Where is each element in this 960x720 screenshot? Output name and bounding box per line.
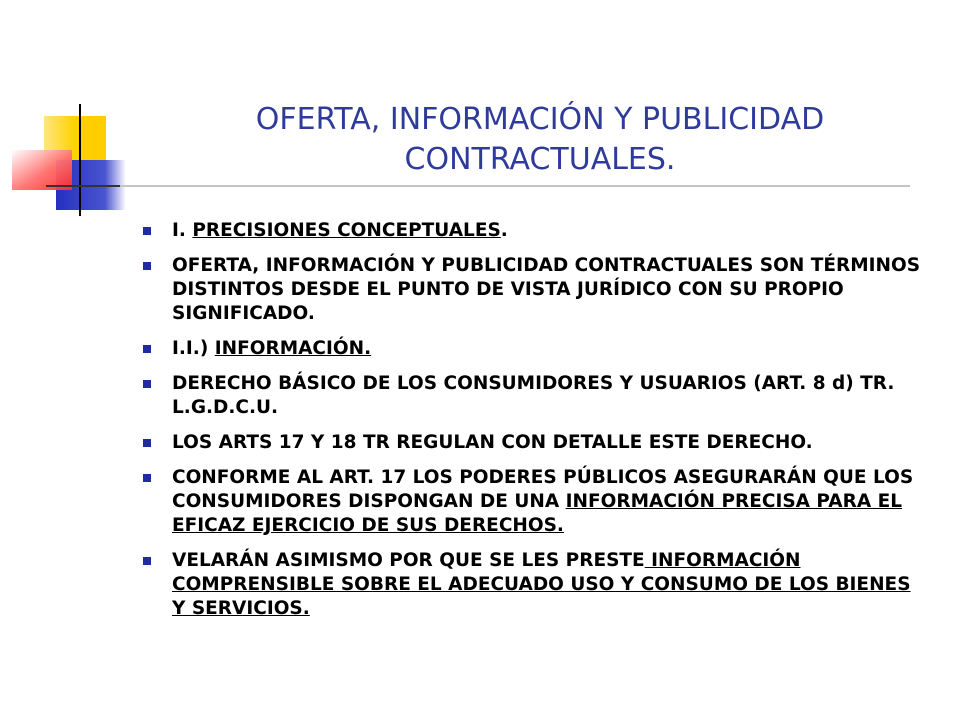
bullet-text: CONFORME AL ART. 17 LOS PODERES PÚBLICOS ASEGURARÁN QUE LOS CONSUMIDORES DISPONGAN DE UNA (172, 467, 914, 512)
bullet-item (140, 372, 930, 420)
bullet-square-icon (143, 380, 151, 388)
bullet-text: DERECHO BÁSICO DE LOS CONSUMIDORES Y USUARIOS (ART. 8 d) TR. L.G.D.C.U. (172, 373, 895, 418)
bullet-text: OFERTA, INFORMACIÓN Y PUBLICIDAD CONTRACTUALES SON TÉRMINOS DISTINTOS DESDE EL PUNTO DE VISTA JURÍDICO CON SU PROPIO SIGNIFICADO. (172, 255, 921, 324)
bullet-square-icon (143, 474, 151, 482)
bullet-square-icon (143, 439, 151, 447)
bullet-square-icon (143, 557, 151, 565)
slide-title (170, 100, 910, 180)
bullet-text: I. (172, 220, 193, 241)
title-underline (120, 185, 910, 187)
bullet-text: I.I.) (172, 338, 215, 359)
bullet-item (140, 219, 930, 243)
slide-title-line-2: CONTRACTUALES. (404, 142, 676, 177)
bullet-text-underlined: INFORMACIÓN PRECISA PARA EL EFICAZ EJERCICIO DE SUS DERECHOS. (172, 491, 903, 536)
bullet-item (140, 337, 930, 361)
bullet-text: VELARÁN ASIMISMO POR QUE SE LES PRESTE (172, 550, 645, 571)
bullet-item (140, 549, 930, 621)
bullet-item (140, 254, 930, 326)
bullet-text: . (500, 220, 508, 241)
bullet-list (140, 219, 930, 632)
bullet-text-underlined: PRECISIONES CONCEPTUALES (192, 220, 501, 241)
bullet-text-underlined: INFORMACIÓN COMPRENSIBLE SOBRE EL ADECUADO USO Y CONSUMO DE LOS BIENES Y SERVICIOS. (172, 550, 911, 619)
bullet-square-icon (143, 227, 151, 235)
bullet-square-icon (143, 262, 151, 270)
bullet-square-icon (143, 345, 151, 353)
bullet-item (140, 466, 930, 538)
bullet-text: LOS ARTS 17 Y 18 TR REGULAN CON DETALLE ESTE DERECHO. (172, 432, 813, 453)
bullet-item (140, 431, 930, 455)
bullet-text-underlined: INFORMACIÓN. (214, 338, 372, 359)
slide-title-line-1: OFERTA, INFORMACIÓN Y PUBLICIDAD (255, 102, 825, 137)
red-square (12, 150, 72, 190)
